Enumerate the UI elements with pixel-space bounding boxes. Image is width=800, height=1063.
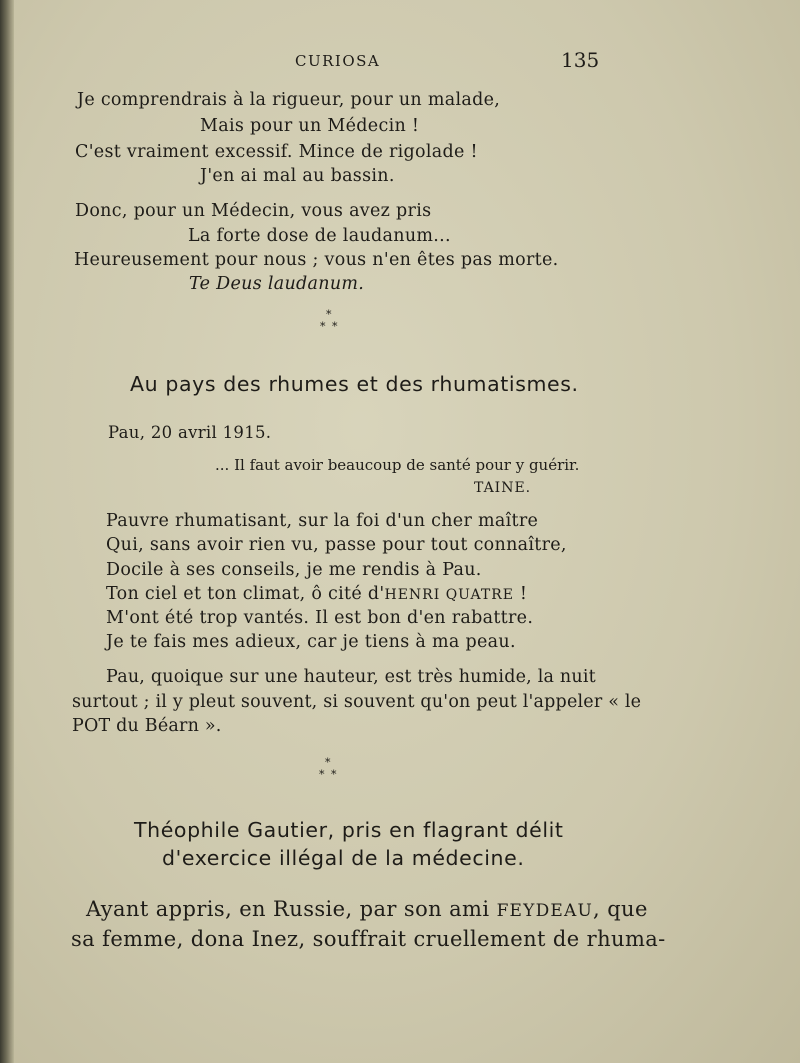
paragraph-line [86,897,648,921]
verse-line: M'ont été trop vantés. Il est bon d'en rabattre. [106,608,534,628]
separator-star: * [326,308,332,321]
epigraph-author: TAINE. [474,480,532,496]
paragraph-line: sa femme, dona Inez, souffrait cruellement de rhuma- [71,927,666,951]
proper-name: FEYDEAU [496,901,594,921]
verse-line [106,584,527,604]
epigraph: ... Il faut avoir beaucoup de santé pour y guérir. [215,456,580,474]
dateline: Pau, 20 avril 1915. [108,423,272,442]
verse-text: ! [514,584,528,604]
separator-star: * [320,320,326,333]
poem-line: Donc, pour un Médecin, vous avez pris [75,201,432,221]
poem-line-latin: Te Deus laudanum. [189,274,365,294]
poem-line: Heureusement pour nous ; vous n'en êtes pas morte. [74,250,559,270]
verse-line: Je te fais mes adieux, car je tiens à ma peau. [106,632,516,652]
section-heading: d'exercice illégal de la médecine. [162,846,525,870]
verse-line: Qui, sans avoir rien vu, passe pour tout connaître, [106,535,567,555]
paragraph-line: surtout ; il y pleut souvent, si souvent qu'on peut l'appeler « le [72,692,642,712]
separator-star: * [332,320,338,333]
poem-line: C'est vraiment excessif. Mince de rigolade ! [75,142,478,162]
verse-line: Docile à ses conseils, je me rendis à Pau. [106,560,482,580]
paragraph-line: POT du Béarn ». [72,716,222,736]
poem-line: La forte dose de laudanum... [188,226,451,246]
paragraph-text: , que [593,897,648,921]
separator-star: * [331,768,337,781]
page-number: 135 [561,48,600,72]
paragraph-line: Pau, quoique sur une hauteur, est très humide, la nuit [106,667,596,687]
proper-name: HENRI QUATRE [384,587,514,603]
paragraph-text: Ayant appris, en Russie, par son ami [86,897,497,921]
separator-star: * [325,756,331,769]
verse-text: Ton ciel et ton climat, ô cité d' [106,584,385,604]
separator-star: * [319,768,325,781]
section-heading: Au pays des rhumes et des rhumatismes. [130,372,579,396]
page-spine-shadow [0,0,14,1063]
section-heading: Théophile Gautier, pris en flagrant délit [134,818,564,842]
verse-line: Pauvre rhumatisant, sur la foi d'un cher maître [106,511,539,531]
poem-line: J'en ai mal au bassin. [200,166,395,186]
poem-line: Mais pour un Médecin ! [200,116,420,136]
running-title: CURIOSA [295,52,381,70]
poem-line: Je comprendrais à la rigueur, pour un malade, [77,90,501,110]
